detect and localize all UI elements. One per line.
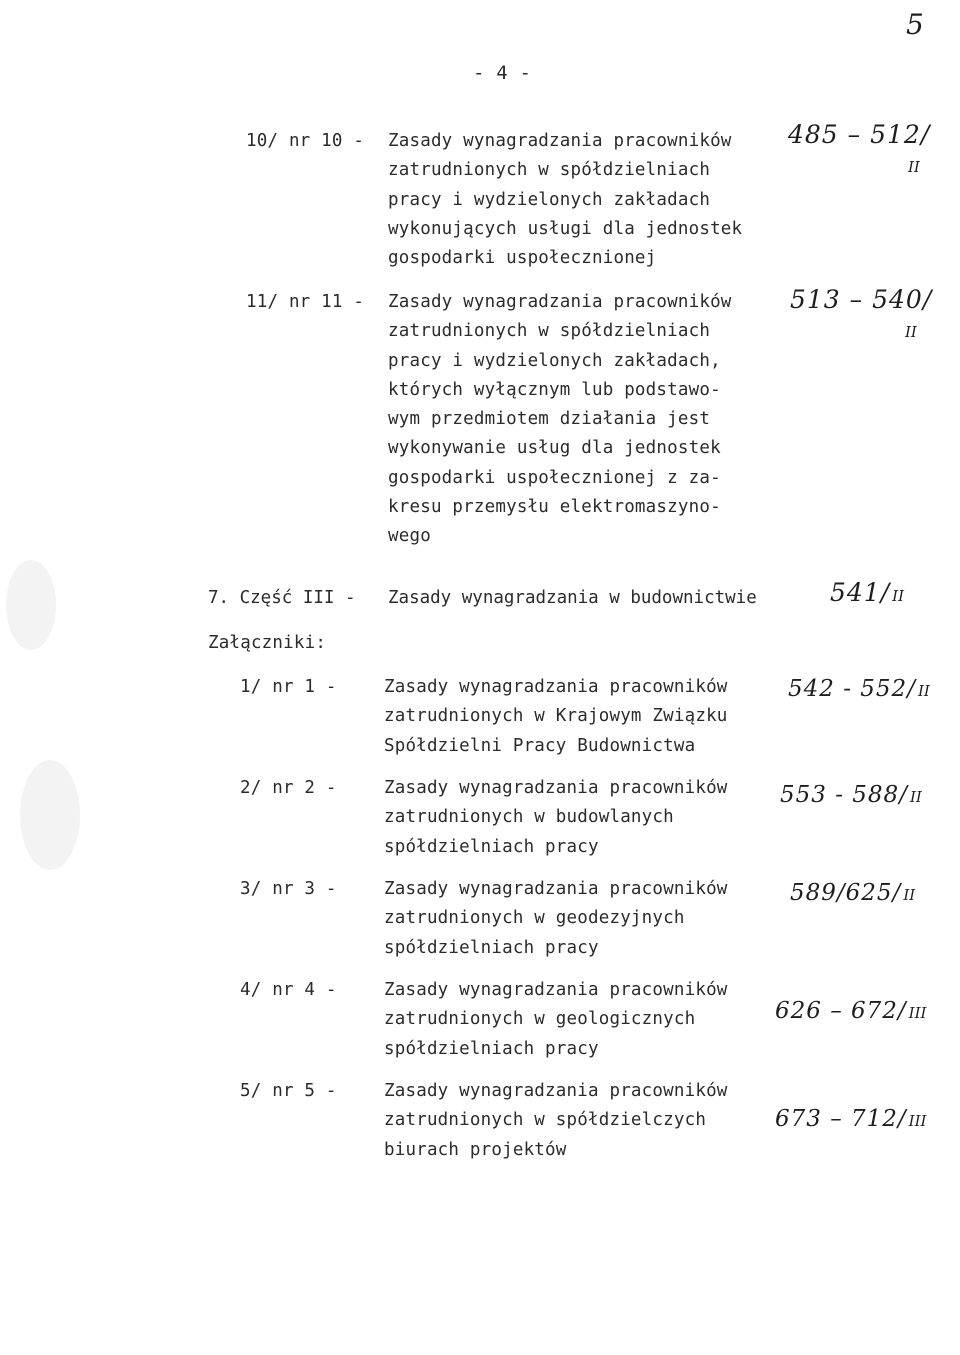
attachment-description: Zasady wynagradzania pracowników zatrudnionych w geologicznych spółdzielniach pracy xyxy=(384,980,728,1059)
section-label: 7. Część III - xyxy=(208,588,356,608)
attachments-heading: Załączniki: xyxy=(208,633,327,653)
attachment-label: 1/ nr 1 - xyxy=(240,677,337,697)
attachment-description: Zasady wynagradzania pracowników zatrudnionych w Krajowym Związku Spółdzielni Pracy Budownictwa xyxy=(384,677,728,756)
handwritten-page-range: 589/625/ II xyxy=(790,880,916,906)
attachment-label: 5/ nr 5 - xyxy=(240,1081,337,1101)
handwritten-page-range: 626 – 672/ III xyxy=(775,998,927,1024)
handwritten-page-range: 542 - 552/ II xyxy=(788,676,930,702)
corner-page-number: 5 xyxy=(906,8,925,41)
attachment-description: Zasady wynagradzania pracowników zatrudnionych w budowlanych spółdzielniach pracy xyxy=(384,778,728,857)
attachment-label: 4/ nr 4 - xyxy=(240,980,337,1000)
entry-label: 11/ nr 11 - xyxy=(246,292,365,312)
attachment-label: 2/ nr 2 - xyxy=(240,778,337,798)
attachment-label: 3/ nr 3 - xyxy=(240,879,337,899)
entry-description: Zasady wynagradzania pracowników zatrudnionych w spółdzielniach pracy i wydzielonych zakładach, których wyłącznym lub podstawo- wym przedmiotem działania jest wykonywanie usług dla jednostek gospodarki uspołecznionej z za- kresu przemysłu elektromaszyno- wego xyxy=(388,292,732,547)
entry-label: 10/ nr 10 - xyxy=(246,131,365,151)
handwritten-page-range: 485 – 512/ II xyxy=(788,120,931,176)
paper-smudge xyxy=(6,560,56,650)
entry-description: Zasady wynagradzania pracowników zatrudnionych w spółdzielniach pracy i wydzielonych zakładach wykonujących usługi dla jednostek gospodarki uspołecznionej xyxy=(388,131,743,269)
handwritten-page-range: 541/ II xyxy=(830,578,904,607)
section-title: Zasady wynagradzania w budownictwie xyxy=(388,588,757,608)
attachment-description: Zasady wynagradzania pracowników zatrudnionych w geodezyjnych spółdzielniach pracy xyxy=(384,879,728,958)
attachment-description: Zasady wynagradzania pracowników zatrudnionych w spółdzielczych biurach projektów xyxy=(384,1081,728,1160)
handwritten-page-range: 673 – 712/ III xyxy=(775,1106,927,1132)
paper-smudge xyxy=(20,760,80,870)
page-header: - 4 - xyxy=(473,62,532,84)
handwritten-page-range: 553 - 588/ II xyxy=(780,782,922,808)
handwritten-page-range: 513 – 540/ II xyxy=(790,285,933,341)
